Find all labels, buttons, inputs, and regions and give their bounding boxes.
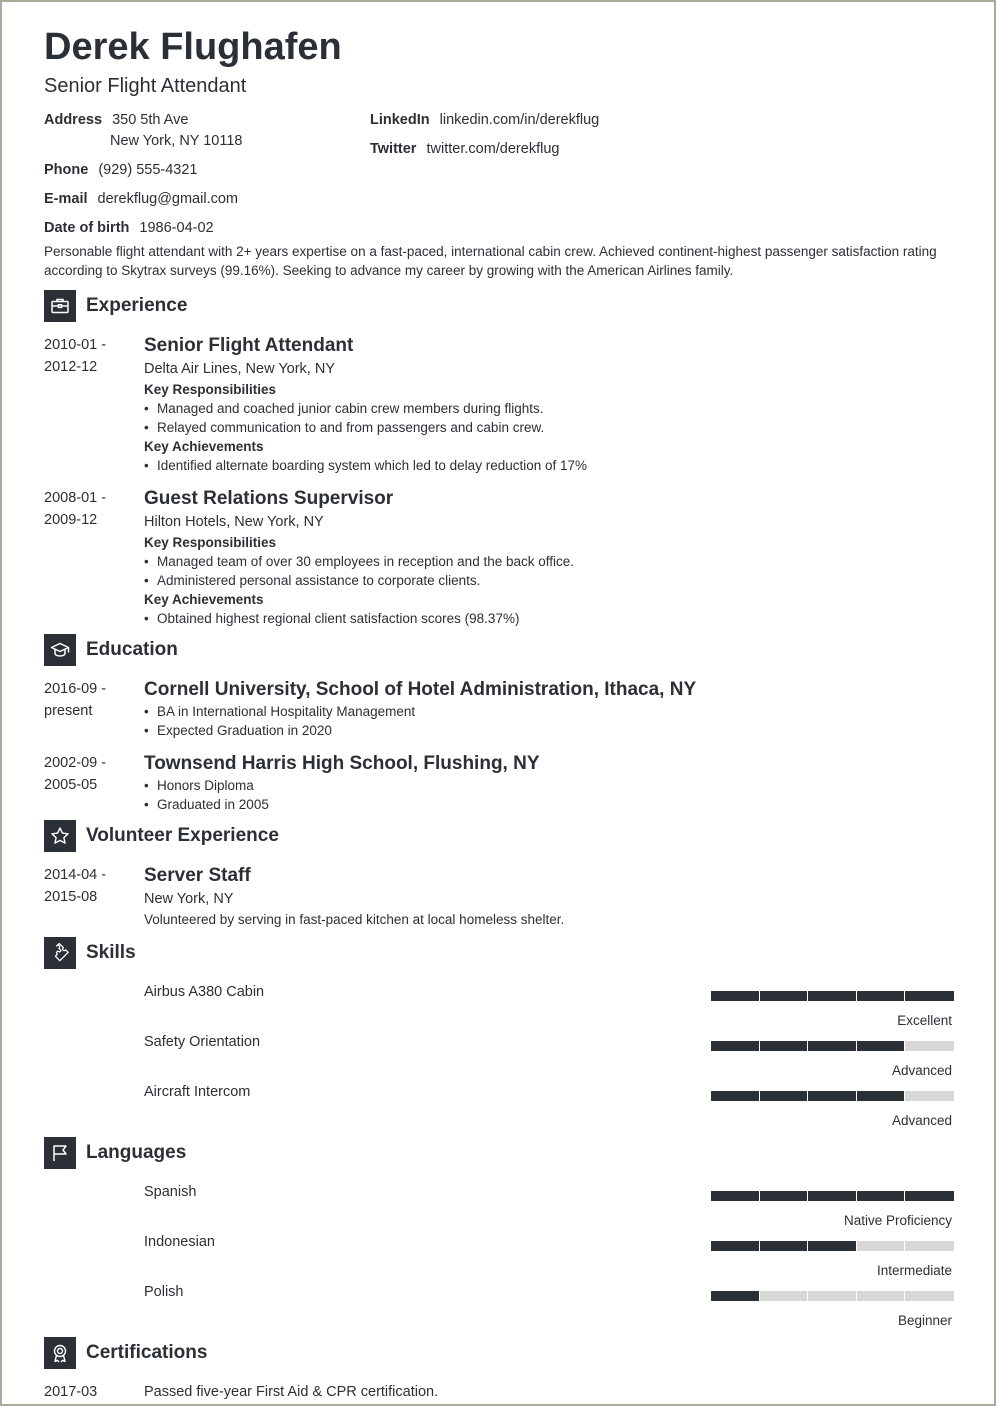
entry-dates — [44, 752, 144, 814]
level-segment-empty — [857, 1241, 906, 1251]
level-segment-filled — [808, 1091, 857, 1101]
email-label: E-mail — [44, 191, 88, 207]
level-segment-filled — [857, 1091, 906, 1101]
entry-content — [144, 678, 952, 740]
skill-level-label: Advanced — [891, 1063, 952, 1078]
entry-content — [144, 334, 952, 475]
address-line2: New York, NY 10118 — [110, 133, 243, 149]
skill-row — [44, 981, 952, 1031]
entry-bullets — [144, 776, 952, 814]
language-row — [44, 1231, 952, 1281]
responsibilities-heading: Key Responsibilities — [144, 535, 277, 550]
certifications-section-header — [44, 1337, 952, 1369]
language-name: Spanish — [144, 1184, 197, 1200]
entry-org: Hilton Hotels, New York, NY — [144, 514, 324, 530]
level-segment-filled — [857, 1191, 906, 1201]
language-level-bar — [711, 1241, 954, 1251]
linkedin-row — [370, 110, 599, 131]
list-item: • BA in International Hospitality Management — [144, 702, 952, 721]
twitter-row — [370, 139, 559, 160]
list-item: • Managed and coached junior cabin crew members during flights. — [144, 399, 952, 418]
skills-list — [44, 981, 952, 1131]
entry-bullets — [144, 702, 952, 740]
email-value[interactable]: derekflug@gmail.com — [97, 191, 238, 207]
skill-level-label: Excellent — [897, 1013, 952, 1028]
level-segment-filled — [808, 1241, 857, 1251]
level-segment-empty — [857, 1291, 906, 1301]
level-segment-filled — [808, 1041, 857, 1051]
languages-title: Languages — [86, 1142, 187, 1163]
entry-org: New York, NY — [144, 891, 234, 907]
address-row — [44, 110, 188, 131]
list-item: • Relayed communication to and from passengers and cabin crew. — [144, 418, 952, 437]
phone-row — [44, 160, 198, 181]
list-item: • Graduated in 2005 — [144, 795, 952, 814]
language-name: Polish — [144, 1284, 184, 1300]
entry-title: Guest Relations Supervisor — [144, 488, 394, 509]
level-segment-empty — [905, 1241, 954, 1251]
puzzle-icon — [44, 937, 76, 969]
list-item: • Managed team of over 30 employees in reception and the back office. — [144, 552, 952, 571]
address-line2-row — [110, 131, 242, 152]
email-row — [44, 189, 238, 210]
briefcase-icon — [44, 290, 76, 322]
language-level-bar — [711, 1291, 954, 1301]
language-level-label: Native Proficiency — [843, 1213, 952, 1228]
list-item: • Honors Diploma — [144, 776, 952, 795]
entry-content — [144, 864, 952, 929]
award-ribbon-icon — [44, 1337, 76, 1369]
entry-content — [144, 752, 952, 814]
level-segment-empty — [905, 1291, 954, 1301]
skills-title: Skills — [86, 942, 136, 963]
education-title: Education — [86, 639, 178, 660]
entry-title: Senior Flight Attendant — [144, 335, 354, 356]
entry-start: 2014-04 - — [44, 867, 107, 883]
language-level-label: Beginner — [897, 1313, 952, 1328]
entry-title: Townsend Harris High School, Flushing, NY — [144, 753, 540, 774]
volunteer-section-header — [44, 820, 952, 852]
language-level-bar — [711, 1191, 954, 1201]
responsibilities-list — [144, 552, 952, 590]
entry-dates — [44, 864, 144, 929]
experience-entry — [44, 334, 952, 475]
level-segment-filled — [760, 1191, 809, 1201]
level-segment-filled — [711, 1291, 760, 1301]
linkedin-label: LinkedIn — [370, 112, 430, 128]
graduation-cap-icon — [44, 634, 76, 666]
entry-title: Cornell University, School of Hotel Administration, Ithaca, NY — [144, 679, 697, 700]
address-label: Address — [44, 112, 103, 128]
dob-value: 1986-04-02 — [139, 220, 214, 236]
entry-end: 2005-05 — [44, 777, 98, 793]
skill-level-bar — [711, 991, 954, 1001]
skills-section-header — [44, 937, 952, 969]
entry-start: 2008-01 - — [44, 490, 107, 506]
entry-start: 2016-09 - — [44, 681, 107, 697]
experience-section-header — [44, 290, 952, 322]
twitter-label: Twitter — [370, 141, 417, 157]
language-name: Indonesian — [144, 1234, 215, 1250]
certifications-title: Certifications — [86, 1342, 208, 1363]
level-segment-filled — [857, 1041, 906, 1051]
level-segment-empty — [760, 1291, 809, 1301]
contact-block — [44, 110, 952, 238]
education-entry — [44, 752, 952, 814]
level-segment-empty — [905, 1041, 954, 1051]
responsibilities-list — [144, 399, 952, 437]
level-segment-filled — [760, 1091, 809, 1101]
level-segment-filled — [711, 1241, 760, 1251]
list-item: • Obtained highest regional client satisfaction scores (98.37%) — [144, 609, 952, 628]
entry-title: Server Staff — [144, 865, 251, 886]
certification-date: 2017-03 — [44, 1384, 98, 1400]
level-segment-filled — [711, 1191, 760, 1201]
level-segment-filled — [905, 1191, 954, 1201]
phone-label: Phone — [44, 162, 89, 178]
skill-name: Airbus A380 Cabin — [144, 984, 265, 1000]
skill-row — [44, 1031, 952, 1081]
achievements-heading: Key Achievements — [144, 592, 264, 607]
certification-text: Passed five-year First Aid & CPR certification. — [144, 1384, 439, 1400]
entry-end: 2012-12 — [44, 359, 98, 375]
volunteer-entry — [44, 864, 952, 929]
skill-row — [44, 1081, 952, 1131]
list-item: • Administered personal assistance to corporate clients. — [144, 571, 952, 590]
skill-level-bar — [711, 1041, 954, 1051]
responsibilities-heading: Key Responsibilities — [144, 382, 277, 397]
level-segment-filled — [711, 1091, 760, 1101]
level-segment-filled — [857, 991, 906, 1001]
entry-dates — [44, 487, 144, 628]
skill-name: Aircraft Intercom — [144, 1084, 251, 1100]
phone-value: (929) 555-4321 — [98, 162, 198, 178]
level-segment-filled — [760, 991, 809, 1001]
entry-end: 2015-08 — [44, 889, 98, 905]
list-item: • Identified alternate boarding system which led to delay reduction of 17% — [144, 456, 952, 475]
entry-description: Volunteered by serving in fast-paced kitchen at local homeless shelter. — [144, 912, 565, 927]
entry-start: 2002-09 - — [44, 755, 107, 771]
linkedin-value[interactable]: linkedin.com/in/derekflug — [439, 112, 600, 128]
level-segment-filled — [760, 1241, 809, 1251]
languages-section-header — [44, 1137, 952, 1169]
level-segment-filled — [711, 1041, 760, 1051]
candidate-title: Senior Flight Attendant — [44, 75, 247, 97]
entry-end: 2009-12 — [44, 512, 98, 528]
experience-title: Experience — [86, 295, 188, 316]
experience-entry — [44, 487, 952, 628]
entry-content — [144, 487, 952, 628]
dob-label: Date of birth — [44, 220, 130, 236]
entry-end: present — [44, 703, 93, 719]
achievements-list — [144, 609, 952, 628]
summary-text: Personable flight attendant with 2+ years expertise on a fast-paced, international cabin crew. Achieved continent-highest passenger satisfaction rating according to Skytrax surveys (99.16%). Seeking to advance my career by growing with the American Airlines family. — [44, 244, 937, 278]
address-line1: 350 5th Ave — [112, 112, 189, 128]
level-segment-empty — [808, 1291, 857, 1301]
entry-start: 2010-01 - — [44, 337, 107, 353]
certification-entry — [44, 1381, 952, 1403]
achievements-heading: Key Achievements — [144, 439, 264, 454]
skill-name: Safety Orientation — [144, 1034, 261, 1050]
level-segment-filled — [905, 991, 954, 1001]
candidate-name: Derek Flughafen — [44, 26, 342, 68]
volunteer-title: Volunteer Experience — [86, 825, 279, 846]
dob-row — [44, 218, 214, 239]
flag-icon — [44, 1137, 76, 1169]
achievements-list — [144, 456, 952, 475]
education-entry — [44, 678, 952, 740]
level-segment-filled — [711, 991, 760, 1001]
star-icon — [44, 820, 76, 852]
education-section-header — [44, 634, 952, 666]
level-segment-filled — [808, 1191, 857, 1201]
level-segment-filled — [808, 991, 857, 1001]
entry-org: Delta Air Lines, New York, NY — [144, 361, 336, 377]
level-segment-empty — [905, 1091, 954, 1101]
level-segment-filled — [760, 1041, 809, 1051]
language-level-label: Intermediate — [876, 1263, 952, 1278]
twitter-value[interactable]: twitter.com/derekflug — [426, 141, 560, 157]
skill-level-label: Advanced — [891, 1113, 952, 1128]
list-item: • Expected Graduation in 2020 — [144, 721, 952, 740]
languages-list — [44, 1181, 952, 1331]
entry-dates — [44, 678, 144, 740]
language-row — [44, 1281, 952, 1331]
entry-dates — [44, 334, 144, 475]
skill-level-bar — [711, 1091, 954, 1101]
language-row — [44, 1181, 952, 1231]
